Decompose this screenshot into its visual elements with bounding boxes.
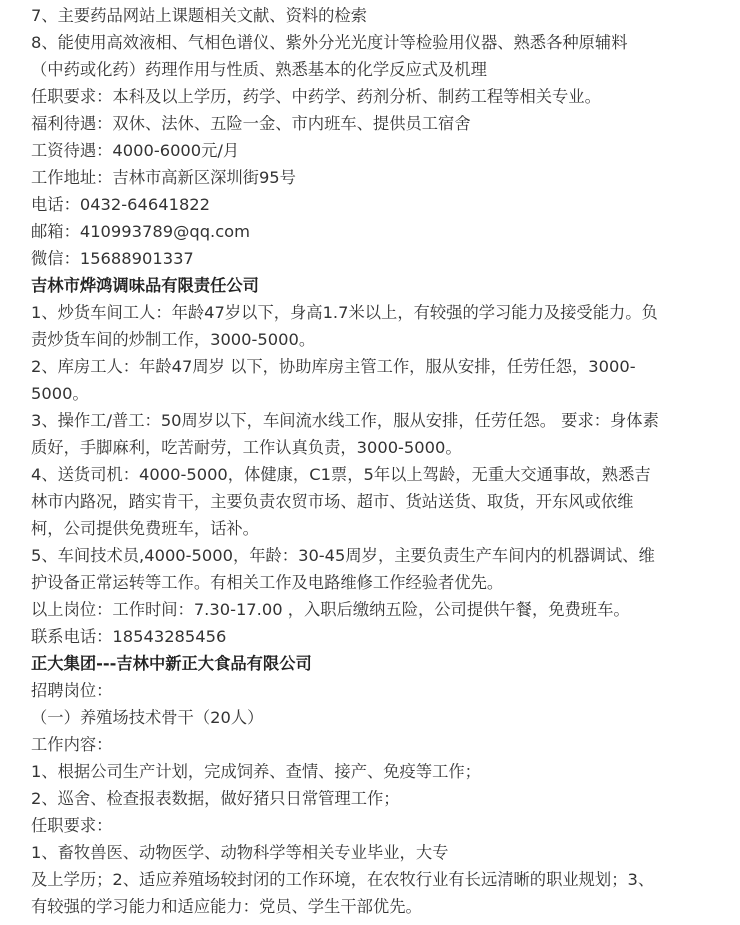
text-line: 及上学历；2、适应养殖场较封闭的工作环境，在农牧行业有长远清晰的职业规划；3、 bbox=[31, 870, 655, 889]
text-line: 5、车间技术员,4000-5000，年龄：30-45周岁，主要负责生产车间内的机器调试、维 bbox=[31, 546, 655, 565]
text-line: 1、根据公司生产计划，完成饲养、查情、接产、免疫等工作； bbox=[31, 762, 481, 781]
company-heading: 正大集团---吉林中新正大食品有限公司 bbox=[31, 654, 312, 673]
text-line: 邮箱：410993789@qq.com bbox=[31, 222, 250, 241]
text-line: 福利待遇：双休、法休、五险一金、市内班车、提供员工宿舍 bbox=[31, 114, 471, 133]
text-line: 微信：15688901337 bbox=[31, 249, 194, 268]
text-line: 护设备正常运转等工作。有相关工作及电路维修工作经验者优先。 bbox=[31, 573, 504, 592]
text-line: 8、能使用高效液相、气相色谱仪、紫外分光光度计等检验用仪器、熟悉各种原辅料 bbox=[31, 33, 628, 52]
text-line: 以上岗位：工作时间：7.30-17.00 ，入职后缴纳五险，公司提供午餐，免费班车。 bbox=[31, 600, 630, 619]
text-line: 工作地址：吉林市高新区深圳街95号 bbox=[31, 168, 296, 187]
text-line: 7、主要药品网站上课题相关文献、资料的检索 bbox=[31, 6, 367, 25]
text-line: 任职要求： bbox=[31, 816, 113, 835]
text-line: 3、操作工/普工：50周岁以下，车间流水线工作，服从安排，任劳任怨。 要求：身体素 bbox=[31, 411, 659, 430]
text-line: 4、送货司机：4000-5000，体健康，C1票，5年以上驾龄，无重大交通事故，熟悉吉 bbox=[31, 465, 651, 484]
text-line: （一）养殖场技术骨干（20人） bbox=[31, 708, 264, 727]
text-line: 任职要求：本科及以上学历，药学、中药学、药剂分析、制药工程等相关专业。 bbox=[31, 87, 601, 106]
text-line: 有较强的学习能力和适应能力：党员、学生干部优先。 bbox=[31, 897, 422, 916]
text-line: 责炒货车间的炒制工作，3000-5000。 bbox=[31, 330, 316, 349]
text-line: 电话：0432-64641822 bbox=[31, 195, 211, 214]
text-line: 2、库房工人：年龄47周岁 以下，协助库房主管工作，服从安排，任劳任怨，3000- bbox=[31, 357, 636, 376]
text-line: 柯，公司提供免费班车，话补。 bbox=[31, 519, 259, 538]
text-line: 5000。 bbox=[31, 384, 89, 403]
text-line: 工作内容： bbox=[31, 735, 113, 754]
text-line: （中药或化药）药理作用与性质、熟悉基本的化学反应式及机理 bbox=[31, 60, 487, 79]
company-heading: 吉林市烨鸿调味品有限责任公司 bbox=[31, 276, 259, 295]
text-line: 1、畜牧兽医、动物医学、动物科学等相关专业毕业，大专 bbox=[31, 843, 449, 862]
text-line: 招聘岗位： bbox=[31, 681, 113, 700]
text-line: 质好，手脚麻利，吃苦耐劳，工作认真负责，3000-5000。 bbox=[31, 438, 462, 457]
text-line: 2、巡舍、检查报表数据，做好猪只日常管理工作； bbox=[31, 789, 400, 808]
text-line: 林市内路况，踏实肯干，主要负责农贸市场、超市、货站送货、取货，开东风或依维 bbox=[31, 492, 634, 511]
text-line: 联系电话：18543285456 bbox=[31, 627, 227, 646]
text-line: 工资待遇：4000-6000元/月 bbox=[31, 141, 240, 160]
text-line: 1、炒货车间工人：年龄47岁以下，身高1.7米以上，有较强的学习能力及接受能力。负 bbox=[31, 303, 658, 322]
